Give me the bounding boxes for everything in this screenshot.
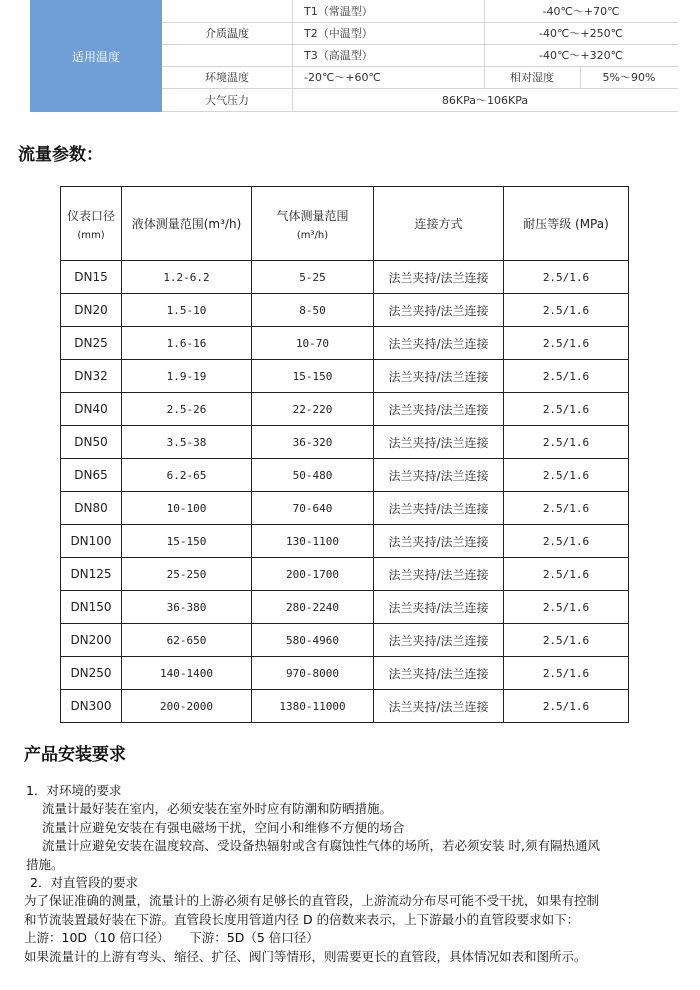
flow-parameters-title: 流量参数：: [18, 145, 103, 165]
medium-type: T2（中温型）: [304, 27, 373, 40]
cell-connection: 法兰夹持/法兰连接: [374, 426, 504, 459]
medium-temperature-label: 介质温度: [162, 0, 293, 66]
env-item: 流量计应避免安装在有强电磁场干扰，空间小和维修不方便的场合: [42, 819, 405, 835]
cell-liquid: 1.6-16: [122, 327, 252, 360]
pipe-length-requirement: 上游：10D（10 倍口径） 下游：5D（5 倍口径）: [24, 930, 319, 946]
table-row: [61, 393, 629, 426]
col-header-liquid: 液体测量范围(m³/h): [122, 187, 252, 261]
table-row: [61, 591, 629, 624]
table-row: [61, 624, 629, 657]
cell-gas: 1380-11000: [252, 690, 374, 723]
medium-range: -40℃～+70℃: [542, 5, 620, 18]
ambient-temperature-value: -20℃～+60℃: [304, 71, 381, 84]
cell-pressure: 2.5/1.6: [504, 294, 629, 327]
cell-gas: 70-640: [252, 492, 374, 525]
cell-size: DN50: [61, 426, 122, 459]
cell-pressure: 2.5/1.6: [504, 558, 629, 591]
cell-connection: 法兰夹持/法兰连接: [374, 525, 504, 558]
humidity-value: 5%～90%: [602, 71, 656, 84]
cell-pressure: 2.5/1.6: [504, 492, 629, 525]
cell-liquid: 1.9-19: [122, 360, 252, 393]
installation-text: [26, 782, 676, 966]
cell-pressure: 2.5/1.6: [504, 426, 629, 459]
cell-liquid: 15-150: [122, 525, 252, 558]
size-header-label: 仪表口径: [66, 208, 115, 223]
table-row: [61, 657, 629, 690]
cell-pressure: 2.5/1.6: [504, 459, 629, 492]
cell-gas: 970-8000: [252, 657, 374, 690]
flow-parameters-table: [60, 186, 629, 723]
table-row: [61, 690, 629, 723]
atmospheric-pressure-label: 大气压力: [205, 93, 249, 107]
cell-size: DN32: [61, 360, 122, 393]
cell-liquid: 140-1400: [122, 657, 252, 690]
cell-size: DN15: [61, 261, 122, 294]
cell-connection: 法兰夹持/法兰连接: [374, 657, 504, 690]
cell-liquid: 2.5-26: [122, 393, 252, 426]
cell-gas: 22-220: [252, 393, 374, 426]
col-header-connection: 连接方式: [374, 187, 504, 261]
cell-size: DN65: [61, 459, 122, 492]
cell-size: DN200: [61, 624, 122, 657]
atmospheric-pressure-value: 86KPa～106KPa: [441, 93, 529, 107]
cell-pressure: 2.5/1.6: [504, 591, 629, 624]
installation-requirements-title: 产品安装要求: [24, 745, 126, 765]
cell-connection: 法兰夹持/法兰连接: [374, 558, 504, 591]
medium-type: T3（高温型）: [304, 49, 373, 62]
medium-range: -40℃～+250℃: [539, 27, 623, 40]
cell-connection: 法兰夹持/法兰连接: [374, 327, 504, 360]
cell-liquid: 62-650: [122, 624, 252, 657]
cell-gas: 580-4960: [252, 624, 374, 657]
cell-gas: 200-1700: [252, 558, 374, 591]
cell-gas: 15-150: [252, 360, 374, 393]
cell-connection: 法兰夹持/法兰连接: [374, 492, 504, 525]
pipe-text: 和节流装置最好装在下游。直管段长度用管道内径 D 的倍数来表示，上下游最小的直管段要求如下：: [24, 911, 580, 927]
cell-connection: 法兰夹持/法兰连接: [374, 393, 504, 426]
pressure-row: [162, 88, 678, 112]
cell-liquid: 6.2-65: [122, 459, 252, 492]
table-row: [61, 426, 629, 459]
env-item: 流量计应避免安装在温度较高、受设备热辐射或含有腐蚀性气体的场所，若必须安装 时,须有隔热通风: [42, 838, 600, 854]
cell-connection: 法兰夹持/法兰连接: [374, 690, 504, 723]
table-row: [61, 360, 629, 393]
cell-gas: 36-320: [252, 426, 374, 459]
cell-pressure: 2.5/1.6: [504, 657, 629, 690]
pipe-heading: 2．对直管段的要求: [30, 875, 138, 891]
gas-header-unit: (m³/h): [296, 229, 329, 241]
table-row: [61, 459, 629, 492]
gas-header-label: 气体测量范围: [276, 208, 349, 223]
cell-pressure: 2.5/1.6: [504, 327, 629, 360]
cell-size: DN20: [61, 294, 122, 327]
medium-range: -40℃～+320℃: [539, 49, 623, 62]
ambient-temp-row: [162, 66, 678, 89]
cell-pressure: 2.5/1.6: [504, 360, 629, 393]
cell-size: DN300: [61, 690, 122, 723]
cell-connection: 法兰夹持/法兰连接: [374, 459, 504, 492]
cell-size: DN150: [61, 591, 122, 624]
cell-connection: 法兰夹持/法兰连接: [374, 294, 504, 327]
applicable-temperature-label: 适用温度: [30, 0, 162, 112]
cell-pressure: 2.5/1.6: [504, 261, 629, 294]
col-header-pressure: 耐压等级 (MPa): [504, 187, 629, 261]
cell-pressure: 2.5/1.6: [504, 393, 629, 426]
cell-size: DN40: [61, 393, 122, 426]
ambient-temperature-label: 环境温度: [205, 71, 249, 84]
table-row: [61, 294, 629, 327]
table-row: [61, 261, 629, 294]
pipe-text: 为了保证准确的测量，流量计的上游必须有足够长的直管段，上游流动分布尽可能不受干扰，如果有控制: [24, 893, 600, 909]
env-item: 流量计最好装在室内，必须安装在室外时应有防潮和防晒措施。: [42, 801, 393, 817]
cell-liquid: 200-2000: [122, 690, 252, 723]
cell-connection: 法兰夹持/法兰连接: [374, 591, 504, 624]
cell-liquid: 10-100: [122, 492, 252, 525]
cell-size: DN100: [61, 525, 122, 558]
cell-size: DN80: [61, 492, 122, 525]
cell-liquid: 1.5-10: [122, 294, 252, 327]
size-header-unit: (mm): [77, 229, 105, 241]
table-row: [61, 558, 629, 591]
cell-connection: 法兰夹持/法兰连接: [374, 261, 504, 294]
table-header-row: [61, 187, 629, 261]
cell-gas: 10-70: [252, 327, 374, 360]
cell-gas: 5-25: [252, 261, 374, 294]
cell-liquid: 36-380: [122, 591, 252, 624]
env-heading: 1．对环境的要求: [26, 783, 122, 798]
cell-gas: 8-50: [252, 294, 374, 327]
cell-size: DN125: [61, 558, 122, 591]
cell-liquid: 3.5-38: [122, 426, 252, 459]
table-row: [61, 327, 629, 360]
environment-spec-table: [30, 0, 678, 112]
medium-type: T1（常温型）: [304, 5, 373, 18]
table-row: [61, 492, 629, 525]
col-header-gas: [252, 187, 374, 261]
cell-pressure: 2.5/1.6: [504, 690, 629, 723]
pipe-text: 如果流量计的上游有弯头、缩径、扩径、阀门等情形，则需要更长的直管段，具体情况如表和图所示。: [24, 948, 587, 964]
cell-connection: 法兰夹持/法兰连接: [374, 360, 504, 393]
cell-connection: 法兰夹持/法兰连接: [374, 624, 504, 657]
cell-liquid: 1.2-6.2: [122, 261, 252, 294]
cell-gas: 50-480: [252, 459, 374, 492]
cell-liquid: 25-250: [122, 558, 252, 591]
cell-gas: 130-1100: [252, 525, 374, 558]
cell-size: DN25: [61, 327, 122, 360]
col-header-size: [61, 187, 122, 261]
cell-size: DN250: [61, 657, 122, 690]
table-row: [61, 525, 629, 558]
cell-pressure: 2.5/1.6: [504, 525, 629, 558]
cell-gas: 280-2240: [252, 591, 374, 624]
env-item-cont: 措施。: [26, 856, 64, 872]
humidity-label: 相对湿度: [510, 71, 554, 84]
cell-pressure: 2.5/1.6: [504, 624, 629, 657]
